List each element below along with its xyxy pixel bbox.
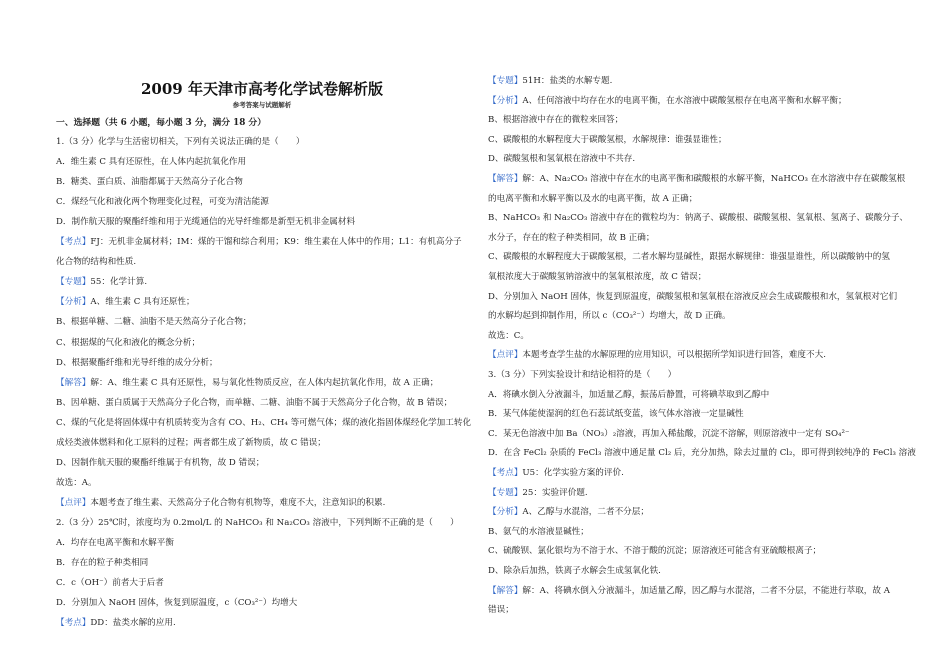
section-tag: 【专题】 (488, 76, 523, 86)
line-text: B、氨气的水溶液显碱性； (488, 526, 589, 537)
line-text: A．维生素 C 具有还原性，在人体内起抗氧化作用 (56, 157, 247, 168)
text-line (56, 438, 326, 449)
text-line (56, 578, 164, 589)
line-text: C、根据煤的气化和液化的概念分析； (56, 337, 201, 348)
section-tag: 【点评】 (56, 497, 91, 508)
text-line (488, 468, 624, 479)
line-text: D、分别加入 NaOH 固体，恢复到原温度，碳酸氢根和氢氧根在溶液反应会生成碳酸根和水，氢氧根对它们 (488, 291, 898, 302)
text-line (488, 331, 529, 342)
line-text: 2.（3 分）25℃时，浓度均为 0.2mol/L 的 NaHCO₃ 和 Na₂CO₃ 溶液中，下列判断不正确的是（ ） (56, 517, 459, 528)
line-text: 水分子，存在的粒子种类相同，故 B 正确； (488, 232, 655, 243)
line-text: D、因制作航天服的聚酯纤维属于有机物，故 D 错误； (56, 457, 265, 468)
line-text: 解：A、将碘水倒入分液漏斗，加适量乙醇，因乙醇与水混溶，二者不分层，不能进行萃取，故 A (522, 585, 890, 596)
line-text: B．糖类、蛋白质、油脂都属于天然高分子化合物 (56, 177, 243, 188)
section-tag: 【考点】 (56, 237, 91, 248)
line-text: B、因单糖、蛋白质属于天然高分子化合物，而单糖、二糖、油脂不属于天然高分子化合物，故 B 错误； (56, 397, 453, 408)
section-tag: 【考点】 (488, 468, 523, 478)
line-text: 25：实验评价题. (522, 487, 588, 498)
line-text: U5：化学实验方案的评价. (522, 468, 624, 478)
text-line (56, 197, 269, 208)
text-line (56, 498, 385, 509)
text-line (56, 157, 246, 168)
line-text: B、根据单糖、二糖、油脂不是天然高分子化合物； (56, 317, 252, 328)
text-line (56, 338, 200, 349)
line-text: 55：化学计算. (90, 277, 148, 288)
section-tag: 【分析】 (56, 297, 91, 308)
line-text: 本题考查学生盐的水解原理的应用知识，可以根据所学知识进行回答，难度不大. (522, 350, 826, 361)
text-line (488, 390, 769, 401)
line-text: 化合物的结构和性质. (56, 257, 137, 268)
text-line (488, 115, 623, 126)
text-line (488, 488, 588, 499)
text-line (56, 458, 264, 469)
text-line (56, 137, 304, 148)
text-line (56, 358, 218, 369)
line-text: 氧根浓度大于碳酸氢钠溶液中的氢氧根浓度，故 C 错误； (488, 272, 707, 282)
text-line (488, 154, 635, 165)
text-line (488, 194, 697, 205)
text-line (488, 311, 731, 322)
text-line (488, 233, 654, 244)
line-text: A、维生素 C 具有还原性； (90, 297, 195, 308)
line-text: 1.（3 分）化学与生活密切相关，下列有关说法正确的是（ ） (56, 137, 305, 147)
line-text: D．分别加入 NaOH 固体，恢复到原温度，c（CO₃²⁻）均增大 (56, 598, 298, 609)
text-line (488, 527, 589, 538)
section-tag: 【分析】 (488, 507, 523, 518)
text-line (488, 350, 826, 361)
line-text: FJ：无机非金属材料；IM：煤的干馏和综合利用；K9：维生素在人体中的作用；L1：有机高分子 (90, 237, 462, 248)
text-line (488, 76, 612, 87)
line-text: 成烃类液体燃料和化工原料的过程；两者都生成了新物质，故 C 错误； (56, 437, 326, 448)
line-text: B、根据溶液中存在的微粒来回答； (488, 115, 624, 126)
text-line (488, 605, 514, 616)
line-text: 错误； (488, 605, 514, 616)
text-line (488, 566, 661, 577)
text-line (56, 237, 462, 248)
line-text: 51H：盐类的水解专题. (522, 76, 613, 86)
text-line (56, 618, 176, 629)
line-text: 解：A、Na₂CO₃ 溶液中存在水的电离平衡和碳酸根的水解平衡，NaHCO₃ 在水溶液中存在碳酸氢根 (522, 174, 906, 184)
line-text: A．将碘水倒入分液漏斗，加适量乙醇，振荡后静置，可将碘萃取到乙醇中 (488, 389, 770, 400)
text-line (56, 518, 459, 529)
line-text: D、除杂后加热，铁离子水解会生成氢氧化铁. (488, 566, 661, 576)
section-tag: 【解答】 (488, 585, 523, 596)
line-text: C．c（OH⁻）前者大于后者 (56, 578, 164, 589)
line-text: 的水解均起到抑制作用，所以 c（CO₃²⁻）均增大，故 D 正确。 (488, 311, 731, 322)
line-text: D．在含 FeCl₂ 杂质的 FeCl₃ 溶液中通足量 Cl₂ 后，充分加热，除去过量的 Cl₂，即可得到较纯净的 FeCl₃ 溶液 (488, 448, 916, 459)
line-text: DD：盐类水解的应用. (90, 618, 176, 629)
text-line (488, 507, 649, 518)
section-tag: 【分析】 (488, 95, 523, 106)
text-line (56, 378, 438, 389)
section-tag: 【专题】 (56, 277, 91, 288)
text-line (56, 257, 136, 268)
line-text: 故选：A。 (56, 477, 97, 488)
line-text: B、NaHCO₃ 和 Na₂CO₃ 溶液中存在的微粒均为：钠离子、碳酸根、碳酸氢根、氢氧根、氢离子、碳酸分子、 (488, 213, 909, 224)
text-line (56, 398, 452, 409)
text-line (488, 448, 916, 459)
text-line (56, 177, 243, 188)
text-line (488, 292, 897, 303)
line-text: 的电离平衡和水解平衡以及水的电离平衡，故 A 正确； (488, 193, 698, 204)
line-text: D、碳酸氢根和氢氧根在溶液中不共存. (488, 154, 636, 165)
line-text: C、碳酸根的水解程度大于碳酸氢根，水解规律：谁强显谁性； (488, 134, 727, 145)
text-line (56, 418, 471, 429)
line-text: 解：A、维生素 C 具有还原性，易与氧化性物质反应，在人体内起抗氧化作用，故 A 正确； (90, 377, 439, 388)
line-text: D．制作航天服的聚酯纤维和用于光缆通信的光导纤维都是新型无机非金属材料 (56, 217, 356, 228)
line-text: C、煤的气化是将固体煤中有机质转变为含有 CO、H₂、CH₄ 等可燃气体；煤的液化指固体煤经化学加工转化 (56, 417, 472, 428)
line-text: C．某无色溶液中加 Ba（NO₃）₂溶液，再加入稀盐酸，沉淀不溶解，则原溶液中一定有 SO₄²⁻ (488, 428, 850, 439)
text-line (56, 297, 195, 308)
text-line (56, 317, 251, 328)
text-line (488, 546, 821, 557)
text-line (488, 409, 744, 420)
text-line (488, 272, 706, 283)
text-line (488, 96, 847, 107)
section-tag: 【考点】 (56, 618, 91, 629)
line-text: C、碳酸根的水解程度大于碳酸氢根，二者水解均显碱性，跟据水解规律：谁强显谁性，所以碳酸钠中的氢 (488, 252, 890, 263)
text-line (488, 135, 727, 146)
line-text: D、根据聚酯纤维和光导纤维的成分分析； (56, 357, 218, 368)
section-tag: 【解答】 (488, 174, 523, 184)
section-tag: 【专题】 (488, 487, 523, 498)
text-line (56, 538, 174, 549)
section-heading: 一、选择题（共 6 小题，每小题 3 分，满分 18 分） (56, 118, 267, 128)
text-line (56, 277, 147, 288)
line-text: C、硫酸钡、氯化银均为不溶于水、不溶于酸的沉淀；原溶液还可能含有亚硫酸根离子； (488, 546, 822, 557)
text-line (488, 213, 908, 224)
page-subtitle: 参考答案与试题解析 (232, 101, 292, 109)
line-text: A、乙醇与水混溶，二者不分层； (522, 507, 649, 518)
line-text: 本题考查了维生素、天然高分子化合物有机物等，难度不大，注意知识的积累. (90, 497, 386, 508)
line-text: A、任何溶液中均存在水的电离平衡，在水溶液中碳酸氢根存在电离平衡和水解平衡； (522, 95, 847, 106)
text-line (488, 174, 905, 185)
line-text: C．煤经气化和液化两个物理变化过程，可变为清洁能源 (56, 197, 269, 208)
line-text: B．存在的粒子种类相同 (56, 558, 149, 569)
text-line (488, 586, 890, 597)
text-line (488, 370, 676, 381)
line-text: B．某气体能使湿润的红色石蕊试纸变蓝，该气体水溶液一定显碱性 (488, 409, 744, 420)
text-line (488, 252, 890, 263)
text-line (56, 478, 97, 489)
section-tag: 【点评】 (488, 350, 523, 361)
line-text: 故选：C。 (488, 330, 529, 341)
text-line (56, 217, 355, 228)
text-line (56, 598, 297, 609)
line-text: 3.（3 分）下列实验设计和结论相符的是（ ） (488, 370, 677, 380)
page-title: 2009 年天津市高考化学试卷解析版 (141, 80, 383, 98)
section-tag: 【解答】 (56, 377, 91, 388)
line-text: A．均存在电离平衡和水解平衡 (56, 538, 174, 548)
text-line (56, 558, 148, 569)
text-line (488, 429, 849, 440)
